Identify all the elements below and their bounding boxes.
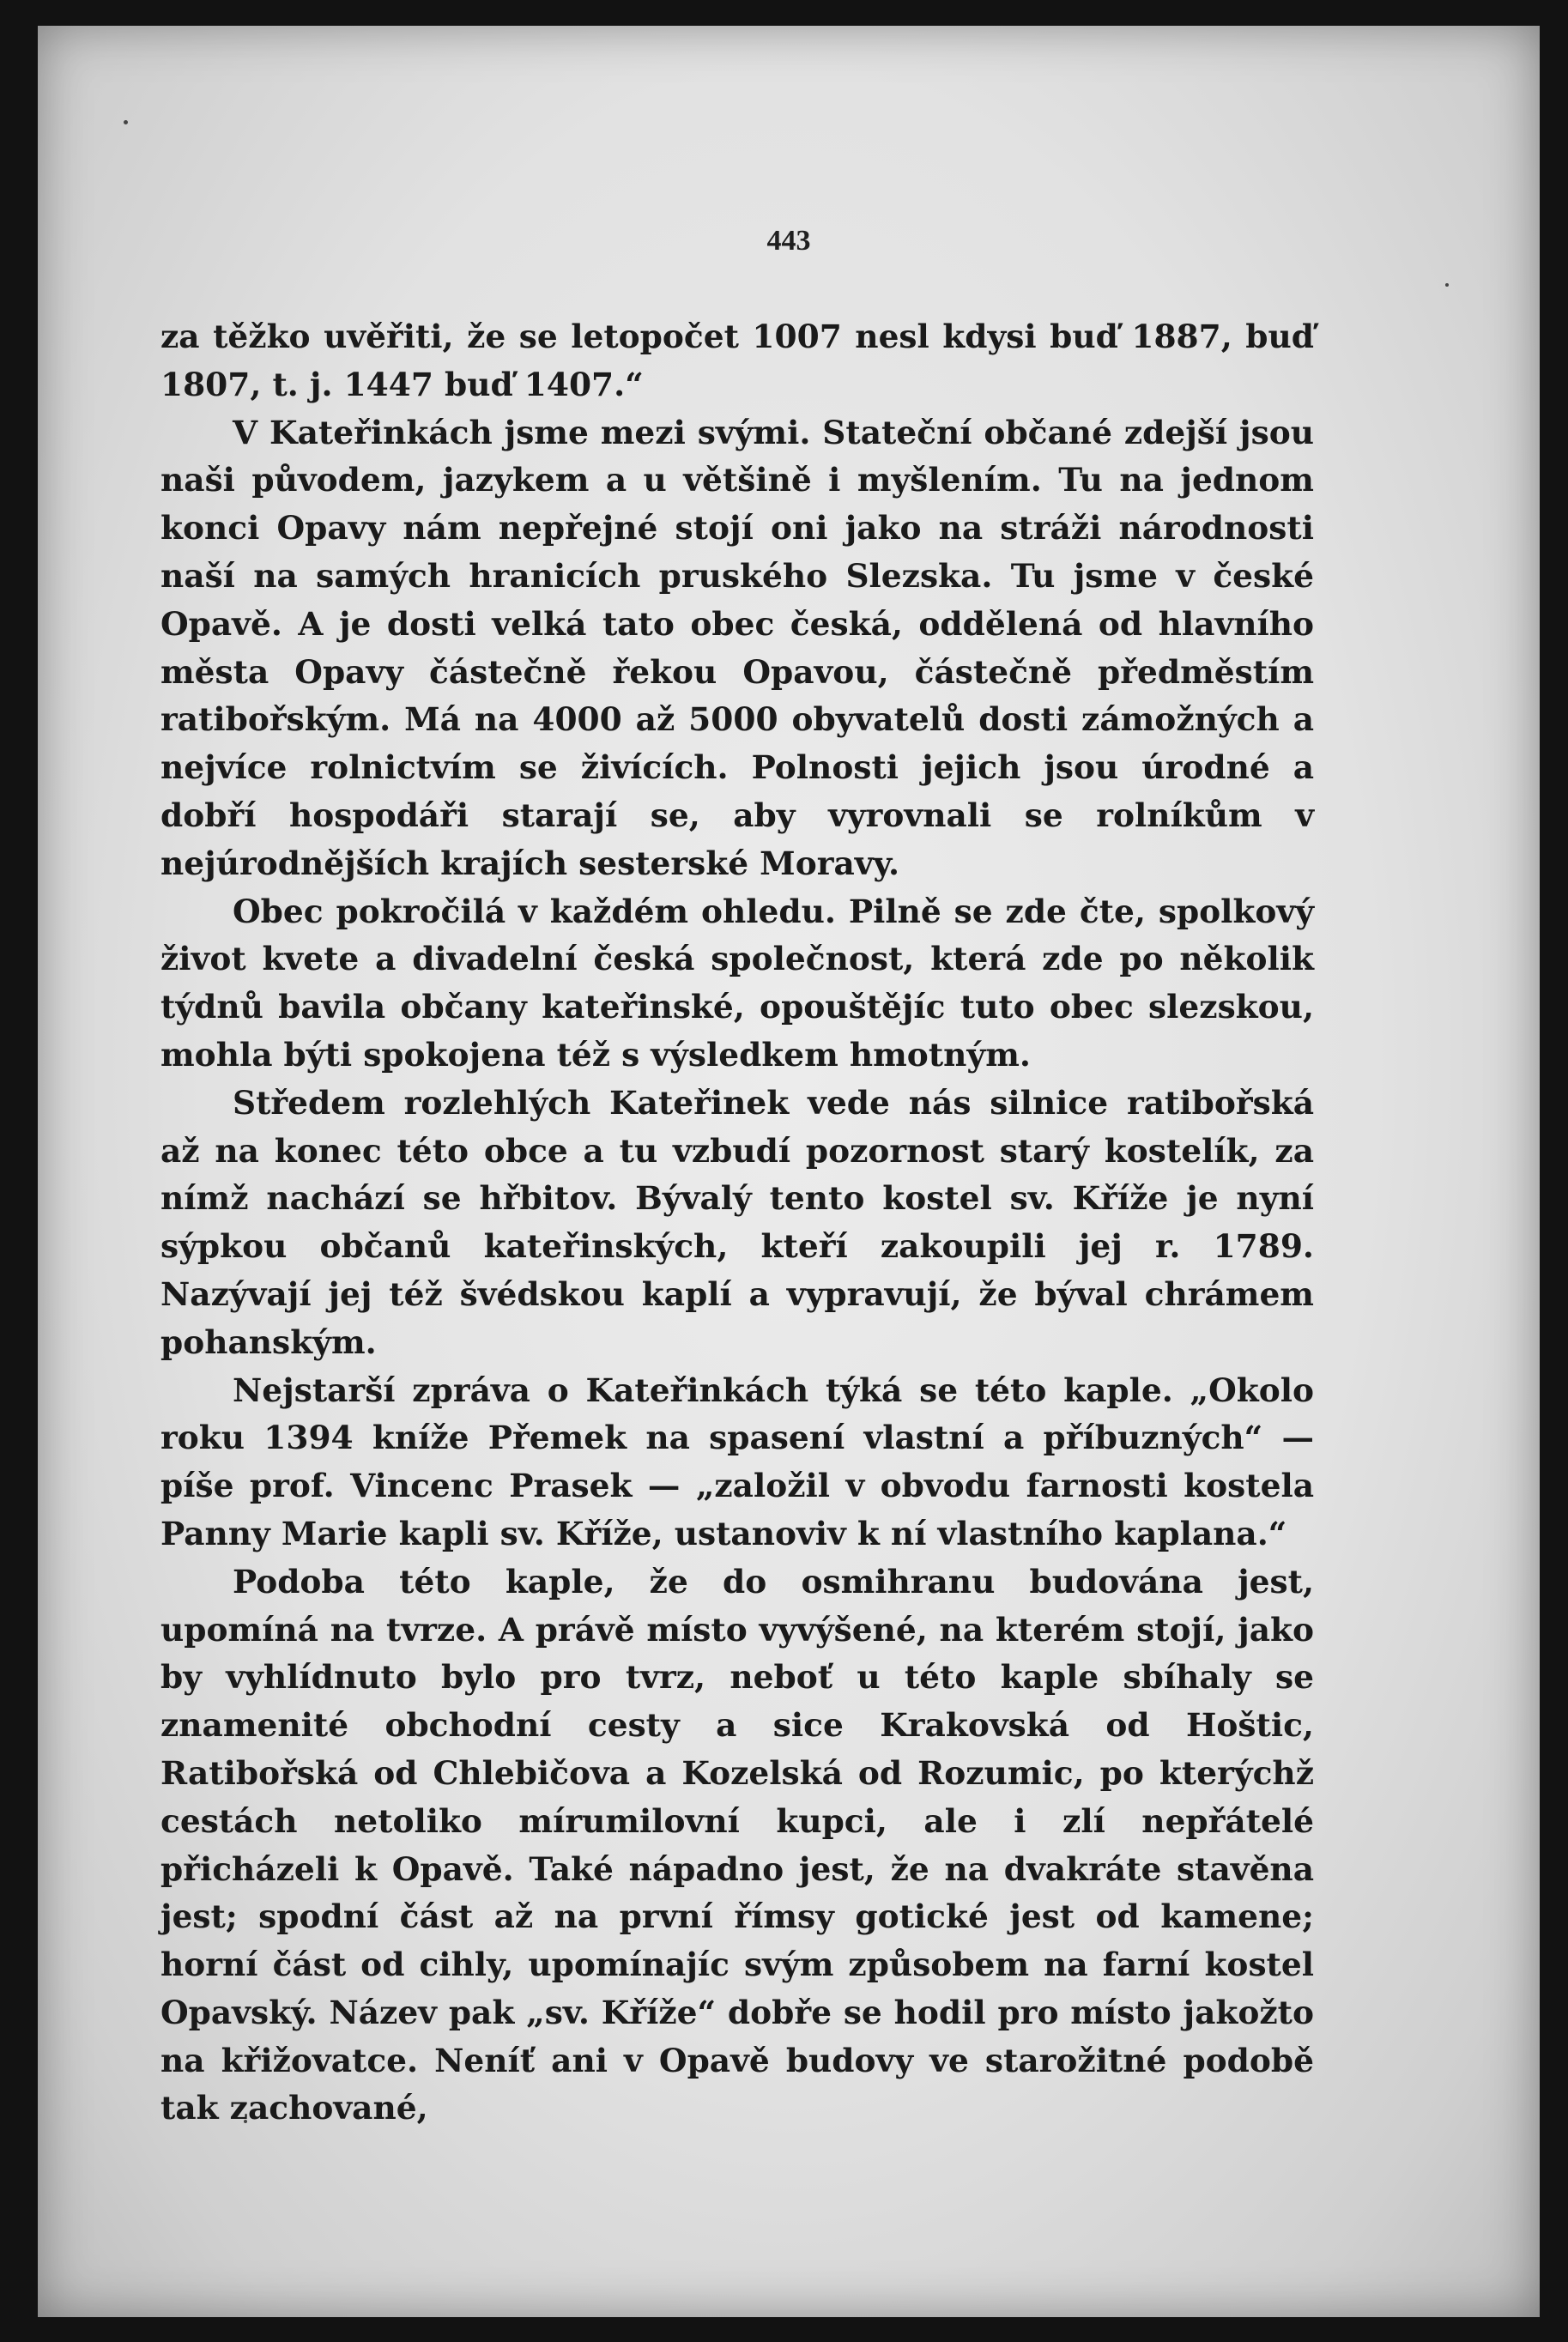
paragraph: Středem rozlehlých Kateřinek vede nás silnice ratibořská až na konec této obce a tu vzbudí pozornost starý kostelík, za nímž nachází se hřbitov. Bývalý tento kostel sv. Kříže je nyní sýpkou občanů kateřinských, kteří zakoupili jej r. 1789. Nazývají jej též švédskou kaplí a vypravují, že býval chrámem pohanským. (160, 1083, 1314, 1361)
paragraph: Podoba této kaple, že do osmihranu budována jest, upomíná na tvrze. A právě místo vyvýšené, na kterém stojí, jako by vyhlídnuto bylo pro tvrz, neboť u této kaple sbíhaly se znamenité obchodní cesty a sice Krakovská od Hoštic, Ratibořská od Chlebičova a Kozelská od Rozumic, po kterýchž cestách netoliko mírumilovní kupci, ale i zlí nepřátelé přicházeli k Opavě. Také nápadno jest, že na dvakráte stavěna jest; spodní část až na první římsy gotické jest od kamene; horní část od cihly, upomínajíc svým způsobem na farní kostel Opavský. Název pak „sv. Kříže“ dobře se hodil pro místo jakožto na křižovatce. Neníť ani v Opavě budovy ve starožitné podobě tak zachované, (160, 1562, 1314, 2127)
paragraph: Obec pokročilá v každém ohledu. Pilně se zde čte, spolkový život kvete a divadelní česká společnost, která zde po několik týdnů bavila občany kateřinské, opouštějíc tuto obec slezskou, mohla býti spokojena též s výsledkem hmotným. (160, 892, 1314, 1074)
paragraph: za těžko uvěřiti, že se letopočet 1007 nesl kdysi buď 1887, buď 1807, t. j. 1447 buď 1407.“ (160, 318, 1314, 403)
paragraph: Nejstarší zpráva o Kateřinkách týká se této kaple. „Okolo roku 1394 kníže Přemek na spasení vlastní a příbuzných“ — píše prof. Vincenc Prasek — „založil v obvodu farnosti kostela Panny Marie kapli sv. Kříže, ustanoviv k ní vlastního kaplana.“ (160, 1371, 1314, 1552)
paragraph: V Kateřinkách jsme mezi svými. Stateční občané zdejší jsou naši původem, jazykem a u většině i myšlením. Tu na jednom konci Opavy nám nepřejné stojí oni jako na stráži národnosti naší na samých hranicích pruského Slezska. Tu jsme v české Opavě. A je dosti velká tato obec česká, oddělená od hlavního města Opavy částečně řekou Opavou, částečně předměstím ratibořským. Má na 4000 až 5000 obyvatelů dosti zámožných a nejvíce rolnictvím se živících. Polnosti jejich jsou úrodné a dobří hospodáři starají se, aby vyrovnali se rolníkům v nejúrodnějších krajích sesterské Moravy. (160, 413, 1314, 882)
page-number: 443 (766, 225, 811, 257)
dust-speck (1445, 283, 1449, 287)
body-text (160, 313, 1314, 2133)
scanned-page (38, 26, 1540, 2317)
dust-speck (124, 120, 128, 124)
